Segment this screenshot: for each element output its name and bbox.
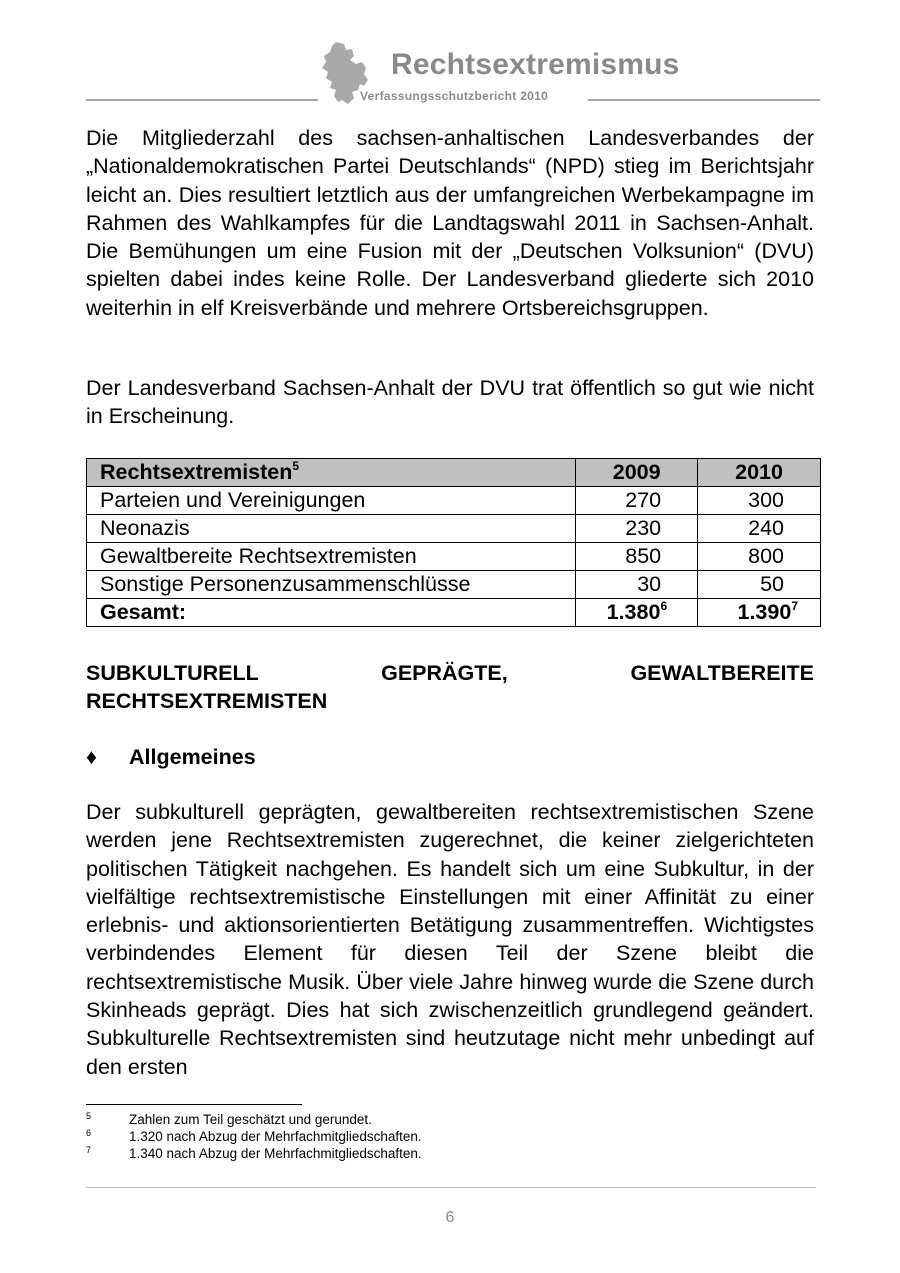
footnote-text: 1.340 nach Abzug der Mehrfachmitgliedschaften. [129,1146,422,1161]
section-heading: SUBKULTURELL GEPRÄGTE, GEWALTBEREITE RECHTSEXTREMISTEN [86,661,814,714]
header-rule-right [588,99,820,101]
diamond-bullet-icon: ♦ [86,745,97,769]
row-value-2010: 50 [698,571,821,599]
header-title: Rechtsextremismus [391,48,680,81]
table-header-row [87,459,821,487]
row-label: Gewaltbereite Rechtsextremisten [87,543,576,571]
statistics-table [86,458,821,627]
row-value-2009: 850 [576,543,698,571]
table-row [87,515,821,543]
row-value-2010: 300 [698,487,821,515]
table-row [87,571,821,599]
total-value-2009: 1.380$^6$ [576,599,698,627]
header-subtitle: Verfassungsschutzbericht 2010 [360,89,549,103]
row-value-2010: 800 [698,543,821,571]
table-header-label: Rechtsextremisten$^5$ [87,459,576,487]
row-label: Neonazis [87,515,576,543]
table-header-2010: 2010 [698,459,821,487]
table-total-row [87,599,821,627]
table-row [87,487,821,515]
footnote-text: 1.320 nach Abzug der Mehrfachmitgliedschaften. [129,1129,422,1144]
footnote-mark: 7 [86,1145,92,1155]
footnote-mark: 6 [86,1128,92,1138]
page-number: 6 [445,1209,455,1226]
page-header [0,0,900,110]
paragraph-subculture: Der subkulturell geprägten, gewaltbereiten rechtsextremistischen Szene werden jene Rechtsextremisten zugerechnet, die keiner zielgerichteten politischen Tätigkeit nachgehen. Es handelt sich um eine Subkultur, in der vielfältige rechtsextremistische Einstellungen mit einer Affinität zu einer erlebnis- und aktionsorientierten Betätigung zusammentreffen. Wichtigstes verbindendes Element für diesen Teil der Szene bleibt die rechtsextremistische Musik. Über viele Jahre hinweg wurde die Szene durch Skinheads geprägt. Dies hat sich zwischenzeitlich grundlegend geändert. Subkulturelle Rechtsextremisten sind heutzutage nicht mehr unbedingt auf den ersten [86,800,814,1079]
table-row [87,543,821,571]
footer-rule [86,1187,816,1188]
paragraph-npd: Die Mitgliederzahl des sachsen-anhaltischen Landesverbandes der „Nationaldemokratischen Partei Deutschlands“ (NPD) stieg im Berichtsjahr leicht an. Dies resultiert letztlich aus der umfangreichen Werbekampagne im Rahmen des Wahlkampfes für die Landtagswahl 2011 in Sachsen-Anhalt. Die Bemühungen um eine Fusion mit der „Deutschen Volksunion“ (DVU) spielten dabei indes keine Rolle. Der Landesverband gliederte sich 2010 weiterhin in elf Kreisverbände und mehrere Ortsbereichsgruppen. [86,126,814,320]
row-label: Sonstige Personenzusammenschlüsse [87,571,576,599]
row-label: Parteien und Vereinigungen [87,487,576,515]
table-header-2009: 2009 [576,459,698,487]
row-value-2010: 240 [698,515,821,543]
subheading [86,743,256,771]
paragraph-dvu: Der Landesverband Sachsen-Anhalt der DVU trat öffentlich so gut wie nicht in Erscheinung. [86,376,814,429]
total-label: Gesamt: [87,599,576,627]
subheading-text: Allgemeines [129,745,256,769]
footnote-separator [86,1104,302,1105]
row-value-2009: 230 [576,515,698,543]
row-value-2009: 270 [576,487,698,515]
footnote-mark: 5 [86,1111,92,1121]
header-rule-left [86,99,318,101]
row-value-2009: 30 [576,571,698,599]
total-value-2010: 1.390$^7$ [698,599,821,627]
footnote-text: Zahlen zum Teil geschätzt und gerundet. [129,1112,372,1127]
